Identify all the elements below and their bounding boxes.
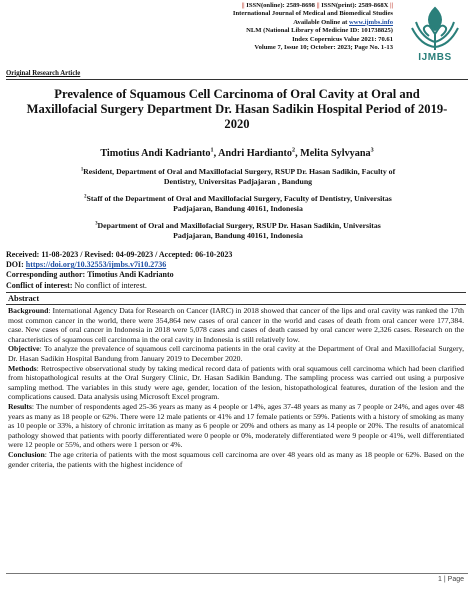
affiliation-sup: 1 (80, 167, 84, 173)
logo-text: IJMBS (418, 52, 452, 63)
conflict-value: No conflict of interest. (74, 280, 147, 290)
abstract-heading: Abstract (6, 293, 466, 305)
received-dates: Received: 11-08-2023 / Revised: 04-09-2023 / Accepted: 06-10-2023 (6, 250, 233, 259)
abstract-results (8, 402, 464, 450)
author-name: Melita Sylvyana (300, 148, 371, 159)
author-sup: 3 (370, 147, 374, 154)
footer-divider (6, 573, 468, 574)
author-list: Timotius Andi Kadrianto$^1$, Andri Hardianto$^2$, Melita Sylvyana$^3$ (100, 147, 374, 159)
abstract-body (6, 305, 466, 470)
affiliation-line: Dentistry, Universitas Padjajaran , Bandung (163, 177, 313, 187)
affiliation-line: Staff of the Department of Oral and Maxillofacial Surgery, Faculty of Dentistry, Universitas (86, 194, 392, 203)
article-type: Original Research Article (6, 70, 81, 77)
issn-online: ISSN(online): 2589-8698 (246, 2, 315, 9)
results-label: Results (8, 401, 32, 411)
available-online (150, 19, 395, 27)
doi-line (6, 260, 468, 270)
abstract-conclusion (8, 450, 464, 469)
affiliation-1 (26, 167, 450, 187)
conflict-of-interest (6, 281, 468, 291)
affiliation-2 (26, 194, 450, 214)
affiliation-line: Padjajaran, Bandung 40161, Indonesia (173, 204, 303, 214)
author-sup: 2 (292, 147, 296, 154)
doi-label: DOI: (6, 260, 26, 270)
corresponding-author (6, 270, 468, 280)
background-label: Background (8, 306, 49, 315)
abstract-objective (8, 344, 464, 363)
affiliation-line: Resident, Department of Oral and Maxillofacial Surgery, RSUP Dr. Hasan Sadikin, Faculty of (83, 167, 396, 176)
index-copernicus: Index Copernicus Value 2021: 70.61 (292, 35, 393, 43)
affiliation-line: Department of Oral and Maxillofacial Surgery, RSUP Dr. Hasan Sadikin, Universitas (97, 221, 381, 230)
doi-link[interactable]: https://doi.org/10.32553/ijmbs.v7i10.2736 (25, 260, 167, 270)
corresponding-label: Corresponding author: (6, 270, 88, 280)
conflict-label: Conflict of interest: (6, 280, 75, 290)
available-online-label: Available Online at (293, 18, 350, 26)
methods-text: : Retrospective observational study by taking medical record data of patients with oral squamous cell carcinoma which had been clarified from histopathological results at the Oral Surgery Clinic, Dr. Hasan Sadikin Bandung. The sampling process was carried out using a purposive sampling method. The variables in this study were age, gender, location of the lesion, histopathological features, duration of the lesion and the complications caused. Data analysis using Microsoft Excel program. (8, 363, 464, 402)
conclusion-text: : The age criteria of patients with the most squamous cell carcinoma are over 48 years old as many as 18 people or 62%. Based on the gender criteria, the patients with the highest incidence of (8, 449, 464, 469)
abstract-methods (8, 364, 464, 402)
journal-name: International Journal of Medical and Biomedical Studies (232, 10, 393, 18)
methods-label: Methods (8, 363, 37, 373)
author-name: Andri Hardianto (218, 148, 292, 159)
issn-print: ISSN(print): 2589-868X (321, 2, 389, 9)
affiliation-sup: 2 (84, 194, 87, 200)
journal-info (150, 2, 395, 52)
abstract-section (6, 292, 466, 609)
journal-website-link[interactable]: www.ijmbs.info (349, 18, 393, 26)
affiliation-line: Padjajaran, Bandung 40161, Indonesia (173, 231, 303, 241)
author-sup: 1 (210, 147, 214, 154)
corresponding-name: Timotius Andi Kadrianto (87, 270, 174, 280)
issn-line: || ISSN(online): 2589-8698 || ISSN(print): 2589-868X || (241, 2, 393, 9)
affiliation-sup: 3 (95, 221, 98, 227)
abstract-background (8, 306, 464, 344)
conclusion-label: Conclusion (8, 449, 45, 459)
nlm-id: NLM (National Library of Medicine ID: 101738825) (246, 27, 393, 35)
objective-label: Objective (8, 344, 40, 354)
objective-text: : To analyze the prevalence of squamous cell carcinoma patients in the oral cavity at the Department of Oral and Maxillofacial Surgery, Dr. Hasan Sadikin Hospital Bandung from January 2019 to December 2020. (8, 344, 464, 363)
volume-info: Volume 7, Issue 10; October: 2023; Page No. 1-13 (254, 44, 393, 52)
affiliation-3 (26, 221, 450, 241)
background-text: : International Agency Data for Research on Cancer (IARC) in 2018 showed that cancer of the lips and oral cavity was ranked the 17th most common cancer in the world, there were 354,864 new cases of oral cancer in the world and cases of death from oral cancer were 177,384. case. New cases of oral cancer in Indonesia in 2018 were 5,078 cases and cases of death caused by oral cancer were 2,326 cases. Research on the characteristics of squamous cell carcinoma in the oral cavity in Indonesia is still relatively low. (8, 306, 464, 344)
article-title: Prevalence of Squamous Cell Carcinoma of Oral Cavity at Oral and Maxillofacial Surgery Department Dr. Hasan Sadikin Hospital Period of 2019-2020 (26, 87, 448, 131)
article-meta (6, 250, 468, 291)
page-number: 1 | Page (438, 576, 464, 583)
results-text: : The number of respondents aged 25-36 years as many as 4 people or 14%, ages 37-48 years as many as 7 people or 24%, and ages over 48 years as many as 18 people or 62%. There were 12 male patients or 41% and 17 female patients or 59%. Patients with a history of smoking as many as 10 people or 33%, a history of chronic irritation as many as 6 people or 20% and others as many as 14 people or 20%. The results of anatomical pathology showed that patients with poorly differentiated were 0 people or 0%, moderately differentiated were 9 people or 41%, well differentiated were 12 people or 55%, and others were 1 person or 4%. (8, 401, 464, 450)
header-divider (6, 79, 468, 80)
author-name: Timotius Andi Kadrianto (100, 148, 211, 159)
